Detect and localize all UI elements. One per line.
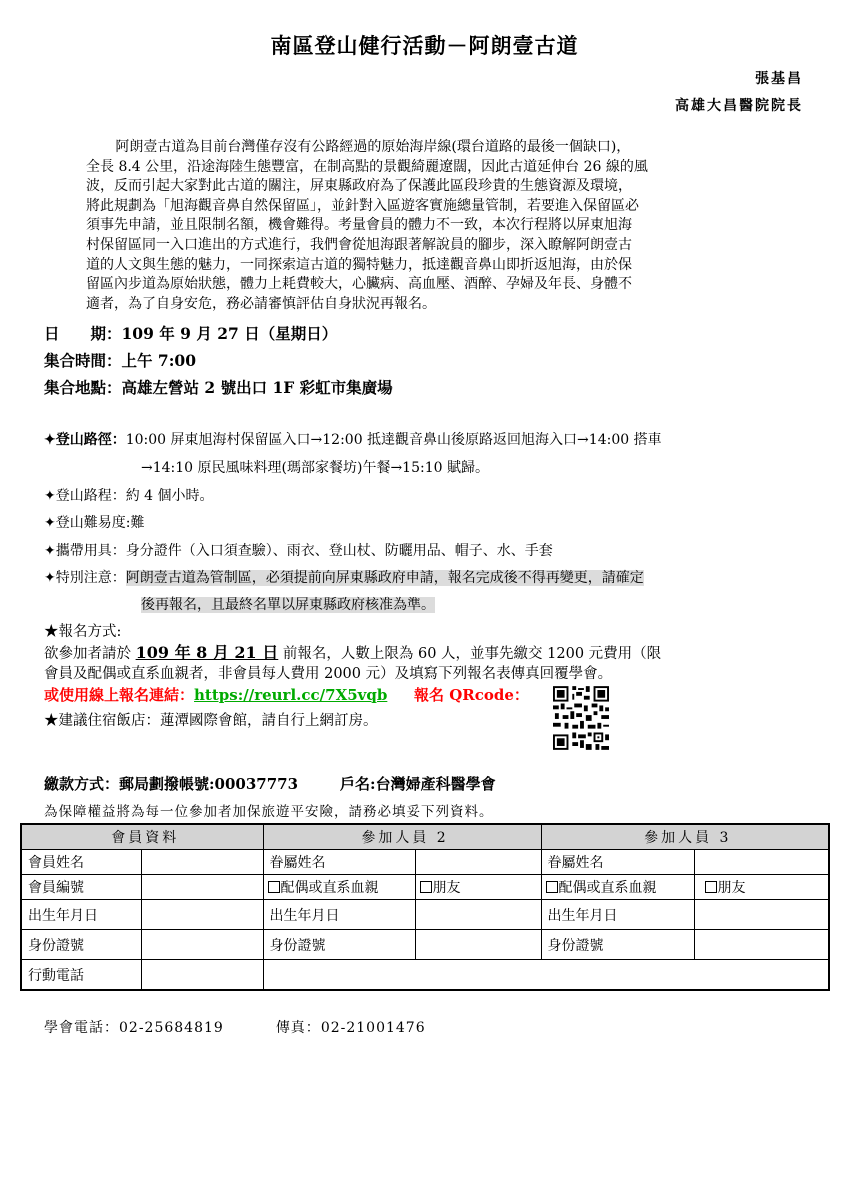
label-mobile: 行動電話 [21,960,141,991]
account-name: 台灣婦產科醫學會 [375,775,496,793]
register-heading: ★報名方式: [44,624,122,640]
intro-paragraph [86,138,776,314]
checkbox-icon[interactable] [546,881,558,893]
friend-label: 朋友 [432,880,461,896]
label-id-member: 身份證號 [21,930,141,960]
intro-line: 波，反而引起大家對此古道的關注，屏東縣政府為了保護此區段珍貴的生態資源及環境， [86,178,632,195]
birth-2-field[interactable] [415,900,541,930]
id-member-field[interactable] [141,930,263,960]
route-difficulty: ✦登山難易度:難 [44,515,145,531]
route-equipment: ✦攜帶用具：身分證件（入口須查驗）、雨衣、登山杖、防曬用品、帽子、水、手套 [44,543,553,559]
member-name-field[interactable] [141,850,263,875]
label-id-2: 身份證號 [263,930,415,960]
id-2-field[interactable] [415,930,541,960]
insurance-note: 為保障權益將為每一位參加者加保旅遊平安險，請務必填妥下列資料。 [44,804,494,820]
label-id-3: 身份證號 [541,930,694,960]
intro-line: 道的人文與生態的魅力，一同探索這古道的獨特魅力，抵達觀音鼻山即折返旭海，由於保 [86,256,632,273]
time-label: 集合時間： [44,351,122,370]
spouse-label: 配偶或直系血親 [558,880,657,896]
family-name-3-field[interactable] [694,850,829,875]
place-label: 集合地點： [44,378,122,397]
notice-continued [141,594,435,614]
intro-line: 將此規劃為「旭海觀音鼻自然保留區」，並針對入區遊客實施總量管制，若要進入保留區必 [86,197,639,214]
hotel-suggestion: ★建議住宿飯店：蓮潭國際會館，請自行上網訂房。 [44,713,378,729]
route-line [44,429,662,449]
route-notice [44,567,644,587]
route-continued: →14:10 原民風味料理(瑪部家餐坊)午餐→15:10 賦歸。 [141,460,489,476]
info-place [44,376,393,398]
intro-line: 全長 8.4 公里，沿途海陸生態豐富，在制高點的景觀綺麗遼闊，因此古道延伸台 26 線的風 [86,158,648,175]
label-birth-member: 出生年月日 [21,900,141,930]
online-register [44,684,387,705]
fax-label: 傳真： [275,1020,321,1036]
account-name-label: 戶名: [340,775,376,793]
author-position: 高雄大昌醫院院長 [675,98,803,114]
author-name: 張基昌 [755,71,803,87]
register-paragraph [44,640,661,663]
spouse-checkbox-3[interactable] [541,875,694,900]
checkbox-icon[interactable] [420,881,432,893]
intro-line: 留區內步道為原始狀態，體力上耗費較大，心臟病、高血壓、酒醉、孕婦及年長、身體不 [86,276,632,293]
intro-line: 適者，為了自身安危，務必請審慎評估自身狀況再報名。 [86,295,436,312]
label-birth-3: 出生年月日 [541,900,694,930]
route-duration: ✦登山路程：約 4 個小時。 [44,488,214,504]
date-value: 109 年 9 月 27 日（星期日） [121,324,338,343]
id-3-field[interactable] [694,930,829,960]
intro-line: 村保留區同一入口進出的方式進行，我們會從旭海跟著解說員的腳步，深入瞭解阿朗壹古 [86,236,632,253]
page-title: 南區登山健行活動－阿朗壹古道 [270,33,579,58]
intro-line: 須事先申請，並且限制名額，機會難得。考量會員的體力不一致，本次行程將以屏東旭海 [86,217,632,234]
birth-3-field[interactable] [694,900,829,930]
checkbox-icon[interactable] [268,881,280,893]
header-participant-2: 參加人員 2 [263,824,541,850]
notice-cont-text: 後再報名，且最終名單以屏東縣政府核准為準。 [141,597,435,613]
payment-info [44,773,496,794]
info-date [44,322,337,344]
label-family-name-2: 眷屬姓名 [263,850,415,875]
header-member: 會員資料 [21,824,263,850]
register-text: 欲參加者請於 [44,646,136,662]
phone-label: 學會電話： [44,1020,119,1036]
payment-method-label: 繳款方式：郵局劃撥帳號: [44,775,215,793]
header-participant-3: 參加人員 3 [541,824,829,850]
member-number-field[interactable] [141,875,263,900]
checkbox-icon[interactable] [705,881,717,893]
online-register-link[interactable]: https://reurl.cc/7X5vqb [194,686,388,704]
notice-text: 阿朗壹古道為管制區，必須提前向屏東縣政府申請，報名完成後不得再變更，請確定 [125,570,644,586]
phone-number: 02-25684819 [119,1020,224,1036]
register-deadline: 109 年 8 月 21 日 [135,643,279,662]
qr-code-icon [553,686,609,750]
registration-form [20,823,830,991]
blank-cell [263,960,829,991]
spouse-label: 配偶或直系血親 [280,880,379,896]
friend-checkbox-3[interactable] [694,875,829,900]
family-name-2-field[interactable] [415,850,541,875]
friend-checkbox-2[interactable] [415,875,541,900]
intro-line: 阿朗壹古道為目前台灣僅存沒有公路經過的原始海岸線(環台道路的最後一個缺口)， [115,139,631,155]
label-member-name: 會員姓名 [21,850,141,875]
mobile-field[interactable] [141,960,263,991]
label-birth-2: 出生年月日 [263,900,415,930]
payment-account: 00037773 [214,775,299,793]
info-time [44,349,196,371]
notice-label: ✦特別注意： [44,570,126,586]
time-value: 上午 7:00 [121,351,196,370]
register-text: 前報名，人數上限為 60 人，並事先繳交 1200 元費用（限 [278,646,662,662]
spouse-checkbox-2[interactable] [263,875,415,900]
label-family-name-3: 眷屬姓名 [541,850,694,875]
birth-member-field[interactable] [141,900,263,930]
register-paragraph-2: 會員及配偶或直系血親者，非會員每人費用 2000 元）及填寫下列報名表傳真回覆學會。 [44,666,613,682]
place-value: 高雄左營站 2 號出口 1F 彩虹市集廣場 [121,378,393,397]
label-member-number: 會員編號 [21,875,141,900]
route-label: ✦登山路徑： [44,432,126,448]
friend-label: 朋友 [717,880,746,896]
route-text: 10:00 屏東旭海村保留區入口→12:00 抵達觀音鼻山後原路返回旭海入口→14:00 搭車 [125,432,662,448]
date-label: 日 期： [44,324,122,343]
footer-contact [44,1017,426,1037]
online-label: 或使用線上報名連結： [44,686,195,704]
fax-number: 02-21001476 [320,1020,426,1036]
qr-label: 報名 QRcode： [414,686,529,704]
